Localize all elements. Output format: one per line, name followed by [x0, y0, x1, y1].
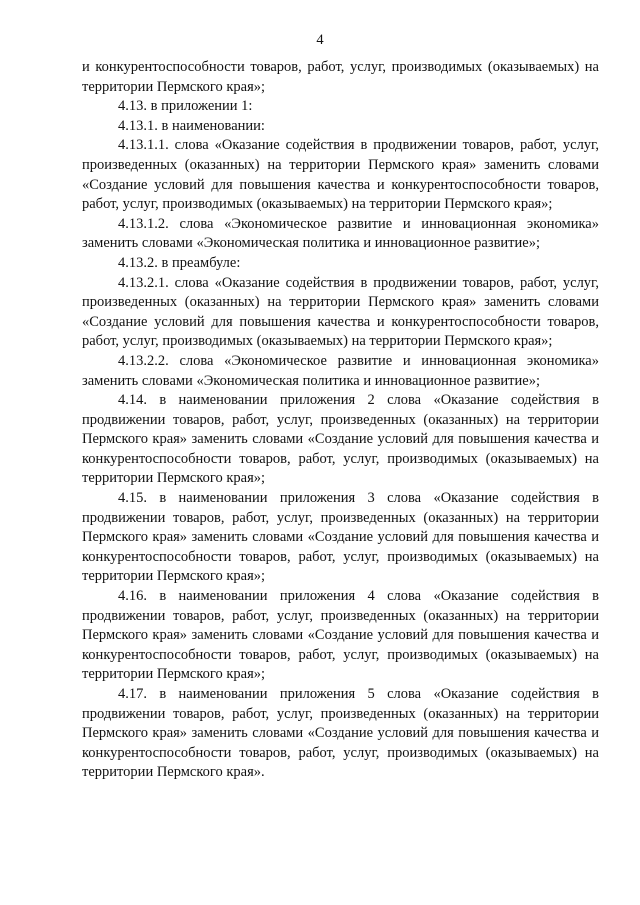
paragraph-4-16: 4.16. в наименовании приложения 4 слова «Оказание содействия в продвижении товаров, работ, услуг, произведенных (оказанных) на территории Пермского края» заменить словами «Создание условий для повышения качества и конкурентоспособности товаров, работ, услуг, производимых (оказываемых) на территории Пермского края»; [82, 588, 599, 683]
paragraph-4-17: 4.17. в наименовании приложения 5 слова «Оказание содействия в продвижении товаров, работ, услуг, произведенных (оказанных) на территории Пермского края» заменить словами «Создание условий для повышения качества и конкурентоспособности товаров, работ, услуг, производимых (оказываемых) на территории Пермского края». [82, 686, 599, 781]
paragraph-4-13-1: 4.13.1. в наименовании: [118, 117, 265, 134]
page-number: 4 [316, 32, 324, 48]
paragraph-4-13-2: 4.13.2. в преамбуле: [118, 254, 241, 271]
paragraph-4-13-2-2: 4.13.2.2. слова «Экономическое развитие и инновационная экономика» заменить словами «Экономическая политика и инновационное развитие»; [82, 352, 599, 389]
paragraph-4-13-1-1: 4.13.1.1. слова «Оказание содействия в продвижении товаров, работ, услуг, произведенных (оказанных) на территории Пермского края» заменить словами «Создание условий для повышения качества и конкурентоспособности товаров, работ, услуг, производимых (оказываемых) на территории Пермского края»; [82, 137, 599, 213]
paragraph-4-14: 4.14. в наименовании приложения 2 слова «Оказание содействия в продвижении товаров, работ, услуг, произведенных (оказанных) на территории Пермского края» заменить словами «Создание условий для повышения качества и конкурентоспособности товаров, работ, услуг, производимых (оказываемых) на территории Пермского края»; [82, 392, 599, 487]
paragraph-4-13: 4.13. в приложении 1: [118, 98, 253, 115]
paragraph-4-13-2-1: 4.13.2.1. слова «Оказание содействия в продвижении товаров, работ, услуг, произведенных (оказанных) на территории Пермского края» заменить словами «Создание условий для повышения качества и конкурентоспособности товаров, работ, услуг, производимых (оказываемых) на территории Пермского края»; [82, 274, 599, 350]
document-body [82, 58, 599, 783]
paragraph-continuation: и конкурентоспособности товаров, работ, услуг, производимых (оказываемых) на территории Пермского края»; [82, 59, 599, 95]
paragraph-4-13-1-2: 4.13.1.2. слова «Экономическое развитие и инновационная экономика» заменить словами «Экономическая политика и инновационное развитие»; [82, 215, 599, 252]
paragraph-4-15: 4.15. в наименовании приложения 3 слова «Оказание содействия в продвижении товаров, работ, услуг, произведенных (оказанных) на территории Пермского края» заменить словами «Создание условий для повышения качества и конкурентоспособности товаров, работ, услуг, производимых (оказываемых) на территории Пермского края»; [82, 490, 599, 585]
